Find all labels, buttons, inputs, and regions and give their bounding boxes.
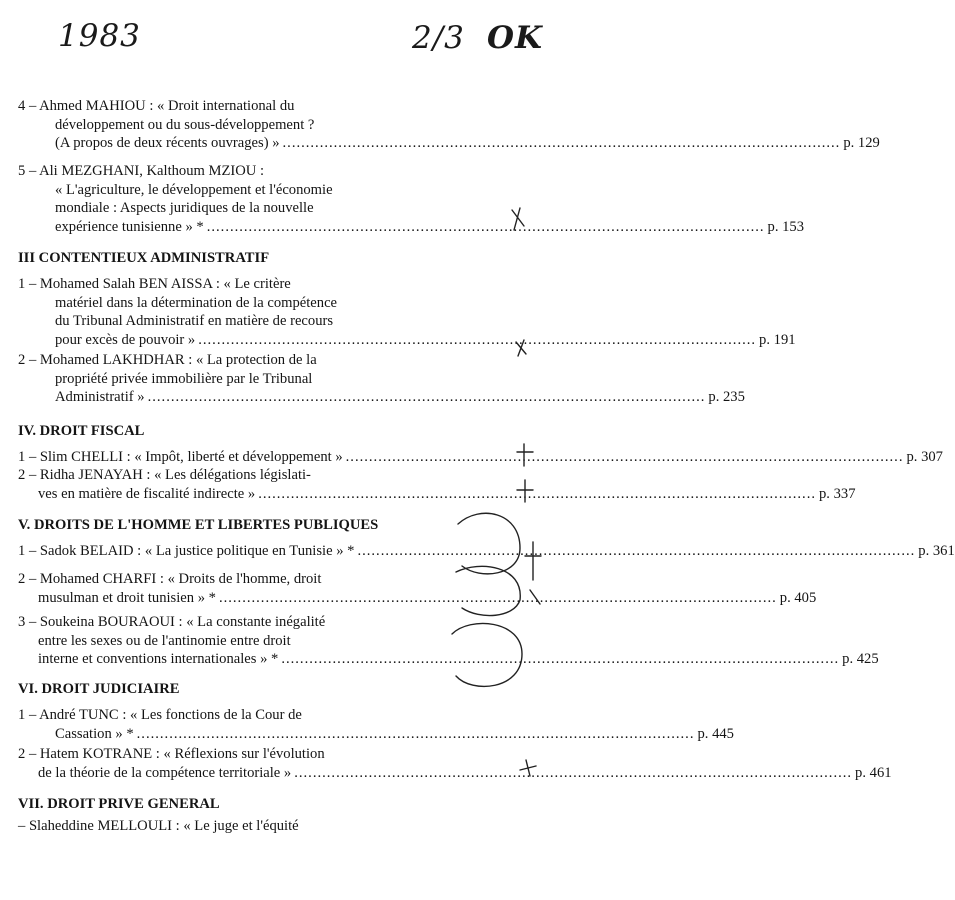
dot-leader: ........................................................................................................................: [147, 389, 706, 405]
dot-leader: ........................................................................................................................: [218, 589, 777, 606]
handwritten-ok: OK: [487, 20, 543, 56]
dot-leader: ........................................................................................................................: [258, 485, 816, 502]
toc-entry-text: pour excès de pouvoir »: [55, 331, 196, 348]
toc-entry-text: 1 – Mohamed Salah BEN AISSA : « Le critère: [18, 276, 291, 292]
section-heading: V. DROITS DE L'HOMME ET LIBERTES PUBLIQUES: [18, 517, 379, 533]
toc-entry-text: expérience tunisienne » *: [55, 218, 204, 235]
section-heading: VII. DROIT PRIVE GENERAL: [18, 796, 220, 812]
dot-leader: ........................................................................................................................: [282, 135, 841, 151]
toc-entry-text: 2 – Mohamed CHARFI : « Droits de l'homme, droit: [18, 571, 322, 587]
section-heading: IV. DROIT FISCAL: [18, 423, 145, 439]
dot-leader: ........................................................................................................................: [281, 651, 840, 667]
toc-entry-text: interne et conventions internationales » *: [38, 651, 279, 667]
handwritten-page-count: 2/3: [412, 20, 465, 56]
dot-leader: ........................................................................................................................: [294, 764, 853, 781]
toc-entry-text: (A propos de deux récents ouvrages) »: [55, 135, 280, 151]
toc-page-number: p. 191: [759, 331, 796, 348]
toc-entry-text: matériel dans la détermination de la compétence: [55, 294, 338, 311]
toc-entry-text: 1 – André TUNC : « Les fonctions de la Cour de: [18, 707, 302, 723]
toc-page-number: p. 461: [855, 764, 892, 781]
toc-page-number: p. 337: [819, 485, 856, 502]
toc-entry-text: – Slaheddine MELLOULI : « Le juge et l'équité: [18, 818, 299, 834]
toc-entry-text: ves en matière de fiscalité indirecte »: [38, 485, 256, 502]
dot-leader: ........................................................................................................................: [136, 725, 695, 742]
annotation-circle: [458, 513, 520, 574]
toc-entry-text: 3 – Soukeina BOURAOUI : « La constante inégalité: [18, 614, 326, 630]
annotation-plus-mark: [517, 444, 533, 466]
annotation-cross-mark: [512, 208, 524, 230]
toc-entry-text: « L'agriculture, le développement et l'économie: [55, 181, 333, 198]
toc-entry-text: de la théorie de la compétence territoriale »: [38, 764, 292, 781]
dot-leader: ........................................................................................................................: [345, 449, 904, 465]
toc-page-number: p. 307: [906, 449, 943, 465]
toc-entry-text: Administratif »: [55, 389, 145, 405]
annotation-cross-mark: [520, 760, 536, 776]
toc-entry-text: propriété privée immobilière par le Tribunal: [55, 370, 313, 387]
dot-leader: ........................................................................................................................: [206, 218, 765, 235]
annotation-circle: [452, 623, 522, 686]
toc-entry-text: 2 – Ridha JENAYAH : « Les délégations législati-: [18, 467, 311, 483]
toc-entry-text: 2 – Hatem KOTRANE : « Réflexions sur l'évolution: [18, 746, 325, 762]
handwritten-year: 1983: [58, 18, 141, 54]
annotation-tick-mark: [530, 590, 540, 604]
toc-entry-text: 2 – Mohamed LAKHDHAR : « La protection de la: [18, 352, 317, 368]
dot-leader: ........................................................................................................................: [198, 331, 757, 348]
toc-entry-text: développement ou du sous-développement ?: [55, 116, 315, 133]
section-heading: III CONTENTIEUX ADMINISTRATIF: [18, 250, 270, 266]
toc-entry-text: 5 – Ali MEZGHANI, Kalthoum MZIOU :: [18, 163, 265, 179]
annotation-plus-mark: [517, 480, 533, 502]
toc-entry-text: 4 – Ahmed MAHIOU : « Droit international du: [18, 98, 295, 114]
toc-page-number: p. 129: [843, 135, 880, 151]
toc-entry-text: 1 – Sadok BELAID : « La justice politique en Tunisie » *: [18, 543, 355, 559]
toc-page-number: p. 405: [779, 589, 817, 606]
toc-page-number: p. 235: [708, 389, 745, 405]
toc-entry-text: musulman et droit tunisien » *: [38, 589, 216, 606]
toc-entry-text: Cassation » *: [55, 725, 134, 742]
dot-leader: ........................................................................................................................: [357, 543, 916, 559]
toc-page-number: p. 361: [918, 543, 955, 559]
toc-entry-text: 1 – Slim CHELLI : « Impôt, liberté et développement »: [18, 449, 343, 465]
toc-entry-text: entre les sexes ou de l'antinomie entre droit: [38, 632, 291, 649]
toc-page-number: p. 153: [767, 218, 805, 235]
toc-page-number: p. 445: [697, 725, 734, 742]
annotation-plus-mark: [525, 542, 541, 580]
annotation-cross-mark: [516, 340, 526, 356]
toc-entry-text: mondiale : Aspects juridiques de la nouvelle: [55, 200, 314, 216]
section-heading: VI. DROIT JUDICIAIRE: [18, 681, 180, 697]
toc-entry-text: du Tribunal Administratif en matière de recours: [55, 313, 334, 329]
toc-page-number: p. 425: [842, 651, 879, 667]
